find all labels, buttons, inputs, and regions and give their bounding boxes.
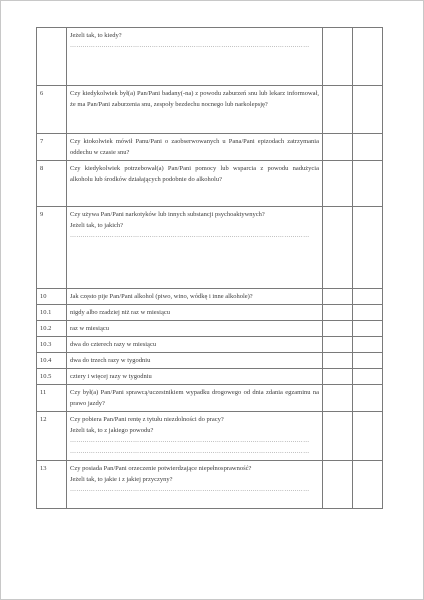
question-number — [37, 28, 67, 86]
question-row — [37, 412, 383, 461]
question-text: Jeżeli tak, to jakich? — [70, 222, 124, 229]
no-checkbox-cell[interactable] — [353, 321, 383, 337]
answer-dotted-line[interactable]: …………………………………………………………………………………………………… — [70, 233, 310, 239]
question-row — [37, 28, 383, 86]
question-row — [37, 305, 383, 321]
yes-checkbox-cell[interactable] — [323, 289, 353, 305]
yes-checkbox-cell[interactable] — [323, 461, 353, 509]
question-text: Czy kiedykolwiek był(a) Pan/Pani badany(-na) z powodu zaburzeń snu lub lekarz informował, że ma Pan/Pani zaburzenia snu, zespoły bezdechu nocnego lub narkolepsję? — [70, 90, 319, 108]
yes-checkbox-cell[interactable] — [323, 305, 353, 321]
question-row — [37, 207, 383, 289]
question-number: 7 — [37, 134, 67, 161]
question-row — [37, 369, 383, 385]
yes-checkbox-cell[interactable] — [323, 412, 353, 461]
question-row — [37, 385, 383, 412]
no-checkbox-cell[interactable] — [353, 207, 383, 289]
question-number: 10.1 — [37, 305, 67, 321]
question-number: 10.3 — [37, 337, 67, 353]
question-row — [37, 353, 383, 369]
question-number: 10.2 — [37, 321, 67, 337]
question-text: Jak często pije Pan/Pani alkohol (piwo, wino, wódkę i inne alkohole)? — [70, 293, 253, 300]
question-row — [37, 161, 383, 207]
questionnaire-rows — [37, 28, 383, 509]
question-number: 10 — [37, 289, 67, 305]
question-number: 6 — [37, 86, 67, 134]
yes-checkbox-cell[interactable] — [323, 353, 353, 369]
question-number: 9 — [37, 207, 67, 289]
yes-checkbox-cell[interactable] — [323, 385, 353, 412]
no-checkbox-cell[interactable] — [353, 161, 383, 207]
question-row — [37, 86, 383, 134]
yes-checkbox-cell[interactable] — [323, 161, 353, 207]
question-text-cell — [67, 161, 323, 207]
question-row — [37, 134, 383, 161]
question-text: Jeżeli tak, to jakie i z jakiej przyczyny? — [70, 476, 173, 483]
no-checkbox-cell[interactable] — [353, 385, 383, 412]
question-number: 12 — [37, 412, 67, 461]
yes-checkbox-cell[interactable] — [323, 207, 353, 289]
question-text: cztery i więcej razy w tygodniu — [70, 373, 152, 380]
question-text-cell — [67, 28, 323, 86]
no-checkbox-cell[interactable] — [353, 86, 383, 134]
question-row — [37, 289, 383, 305]
answer-dotted-line[interactable]: …………………………………………………………………………………………………… — [70, 449, 310, 455]
question-text-cell — [67, 369, 323, 385]
question-text: Czy pobiera Pan/Pani rentę z tytułu niezdolności do pracy? — [70, 416, 224, 423]
question-text-cell — [67, 207, 323, 289]
yes-checkbox-cell[interactable] — [323, 369, 353, 385]
no-checkbox-cell[interactable] — [353, 369, 383, 385]
question-text: Jeżeli tak, to z jakiego powodu? — [70, 427, 154, 434]
question-text: Czy używa Pan/Pani narkotyków lub innych substancji psychoaktywnych? — [70, 211, 265, 218]
question-text: Czy ktokolwiek mówił Panu/Pani o zaobserwowanych u Pana/Pani epizodach zatrzymania oddechu w czasie snu? — [70, 138, 319, 156]
question-number: 11 — [37, 385, 67, 412]
yes-checkbox-cell[interactable] — [323, 86, 353, 134]
question-text-cell — [67, 461, 323, 509]
question-text-cell — [67, 305, 323, 321]
yes-checkbox-cell[interactable] — [323, 134, 353, 161]
question-number: 10.5 — [37, 369, 67, 385]
question-text-cell — [67, 134, 323, 161]
no-checkbox-cell[interactable] — [353, 461, 383, 509]
question-text: Jeżeli tak, to kiedy? — [70, 32, 122, 39]
question-text-cell — [67, 353, 323, 369]
answer-dotted-line[interactable]: …………………………………………………………………………………………………… — [70, 438, 310, 444]
answer-dotted-line[interactable]: …………………………………………………………………………………………………… — [70, 487, 310, 493]
no-checkbox-cell[interactable] — [353, 337, 383, 353]
no-checkbox-cell[interactable] — [353, 28, 383, 86]
question-text: Czy posiada Pan/Pani orzeczenie potwierdzające niepełnosprawność? — [70, 465, 252, 472]
answer-dotted-line[interactable]: …………………………………………………………………………………………………… — [70, 43, 310, 49]
question-text: dwa do czterech razy w miesiącu — [70, 341, 157, 348]
question-text: nigdy albo rzadziej niż raz w miesiącu — [70, 309, 170, 316]
question-text: Czy był(a) Pan/Pani sprawcą/uczestnikiem wypadku drogowego od dnia zdania egzaminu na prawo jazdy? — [70, 389, 319, 407]
question-number: 8 — [37, 161, 67, 207]
no-checkbox-cell[interactable] — [353, 412, 383, 461]
question-number: 13 — [37, 461, 67, 509]
question-number: 10.4 — [37, 353, 67, 369]
question-text-cell — [67, 412, 323, 461]
yes-checkbox-cell[interactable] — [323, 337, 353, 353]
question-text-cell — [67, 86, 323, 134]
question-text: dwa do trzech razy w tygodniu — [70, 357, 151, 364]
no-checkbox-cell[interactable] — [353, 289, 383, 305]
questionnaire-table — [36, 27, 383, 509]
question-text: Czy kiedykolwiek potrzebował(a) Pan/Pani pomocy lub wsparcia z powodu nadużycia alkoholu lub środków działających podobnie do alkoholu? — [70, 165, 319, 183]
question-row — [37, 337, 383, 353]
yes-checkbox-cell[interactable] — [323, 28, 353, 86]
question-text-cell — [67, 321, 323, 337]
no-checkbox-cell[interactable] — [353, 305, 383, 321]
question-text-cell — [67, 337, 323, 353]
question-row — [37, 321, 383, 337]
question-text-cell — [67, 289, 323, 305]
yes-checkbox-cell[interactable] — [323, 321, 353, 337]
question-text: raz w miesiącu — [70, 325, 109, 332]
no-checkbox-cell[interactable] — [353, 353, 383, 369]
question-row — [37, 461, 383, 509]
no-checkbox-cell[interactable] — [353, 134, 383, 161]
question-text-cell — [67, 385, 323, 412]
